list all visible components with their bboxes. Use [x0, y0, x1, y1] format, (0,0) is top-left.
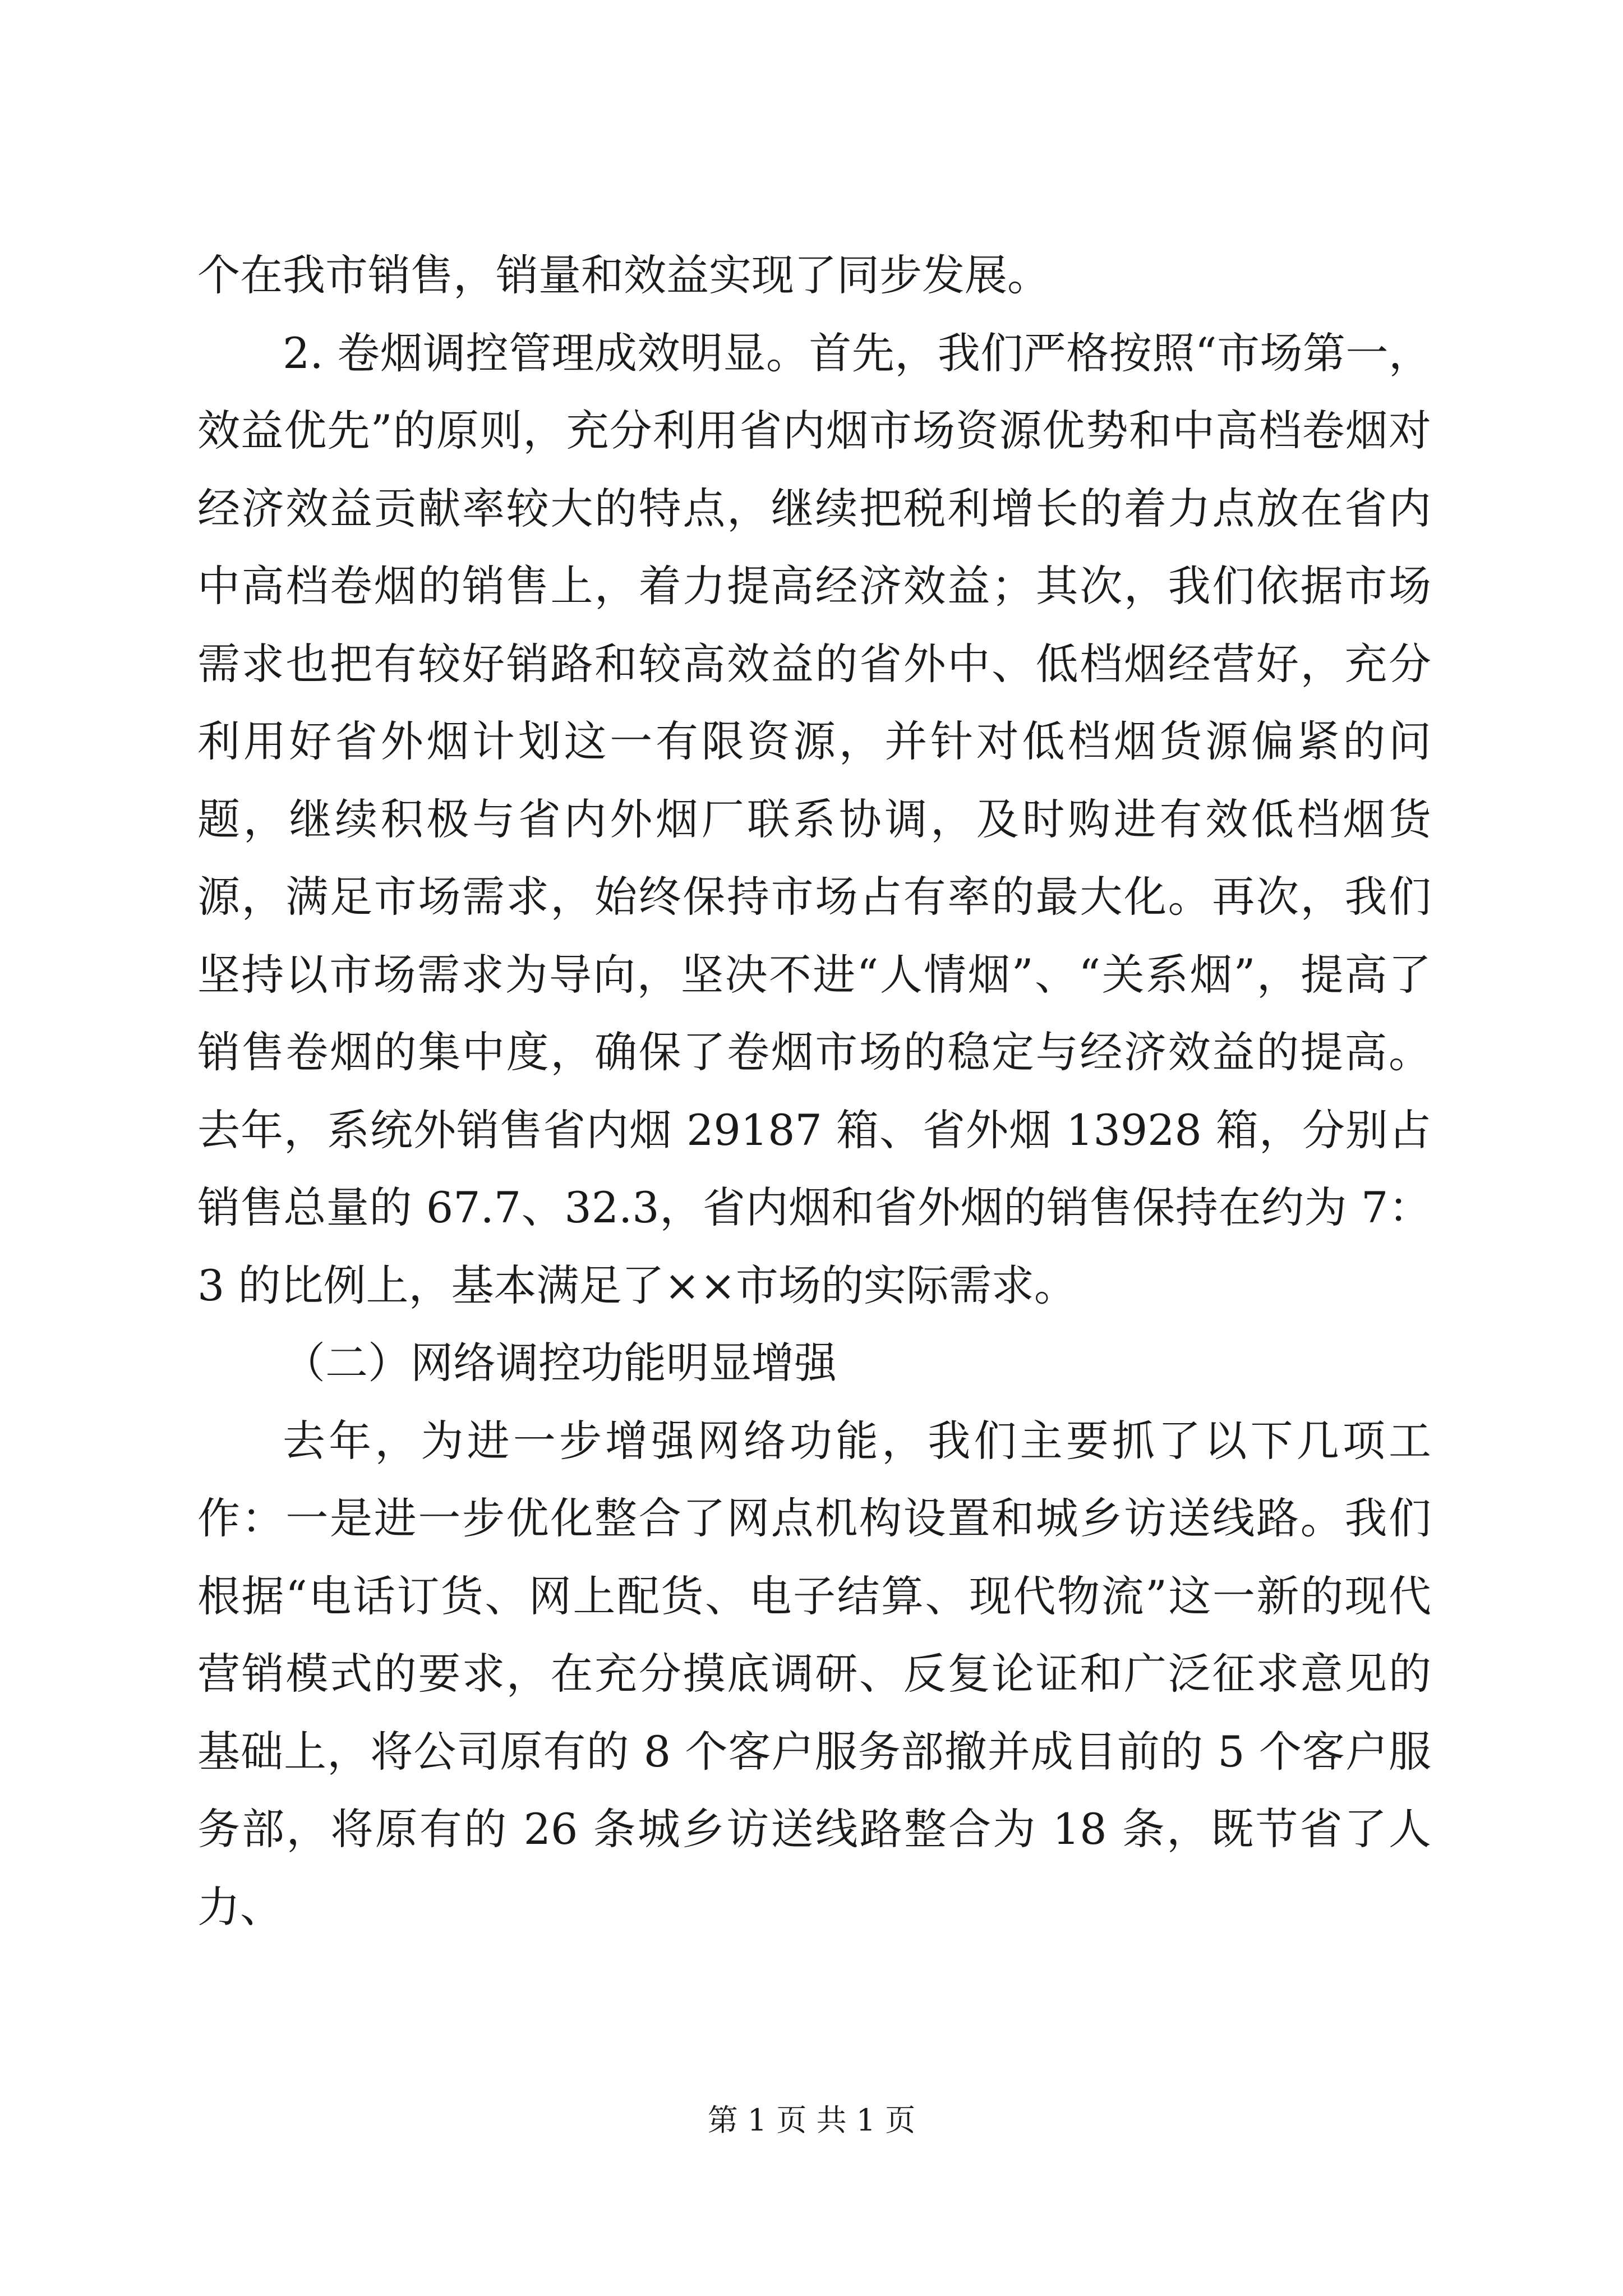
- page-footer: [0, 2101, 1623, 2140]
- paragraph-1: 个在我市销售，销量和效益实现了同步发展。: [197, 250, 1050, 300]
- section-heading: （二）网络调控功能明显增强: [283, 1338, 837, 1388]
- paragraph-4: 去年，为进一步增强网络功能，我们主要抓了以下几项工作：一是进一步优化整合了网点机构设置和城乡访送线路。我们根据“电话订货、网上配货、电子结算、现代物流”这一新的现代营销模式的要求，在充分摸底调研、反复论证和广泛征求意见的基础上，将公司原有的 8 个客户服务部撤并成目前的 5 个客户服务部，将原有的 26 条城乡访送线路整合为 18 条，既节省了人力、: [197, 1415, 1431, 1932]
- document-body: [197, 237, 1431, 1946]
- page-number: 第 1 页 共 1 页: [707, 2102, 916, 2138]
- paragraph-2: 2. 卷烟调控管理成效明显。首先，我们严格按照“市场第一，效益优先”的原则，充分利用省内烟市场资源优势和中高档卷烟对经济效益贡献率较大的特点，继续把税利增长的着力点放在省内中高档卷烟的销售上，着力提高经济效益；其次，我们依据市场需求也把有较好销路和较高效益的省外中、低档烟经营好，充分利用好省外烟计划这一有限资源，并针对低档烟货源偏紧的问题，继续积极与省内外烟厂联系协调，及时购进有效低档烟货源，满足市场需求，始终保持市场占有率的最大化。再次，我们坚持以市场需求为导向，坚决不进“人情烟”、“关系烟”，提高了销售卷烟的集中度，确保了卷烟市场的稳定与经济效益的提高。去年，系统外销售省内烟 29187 箱、省外烟 13928 箱，分别占销售总量的 67.7、32.3，省内烟和省外烟的销售保持在约为 7：3 的比例上，基本满足了××市场的实际需求。: [197, 328, 1431, 1310]
